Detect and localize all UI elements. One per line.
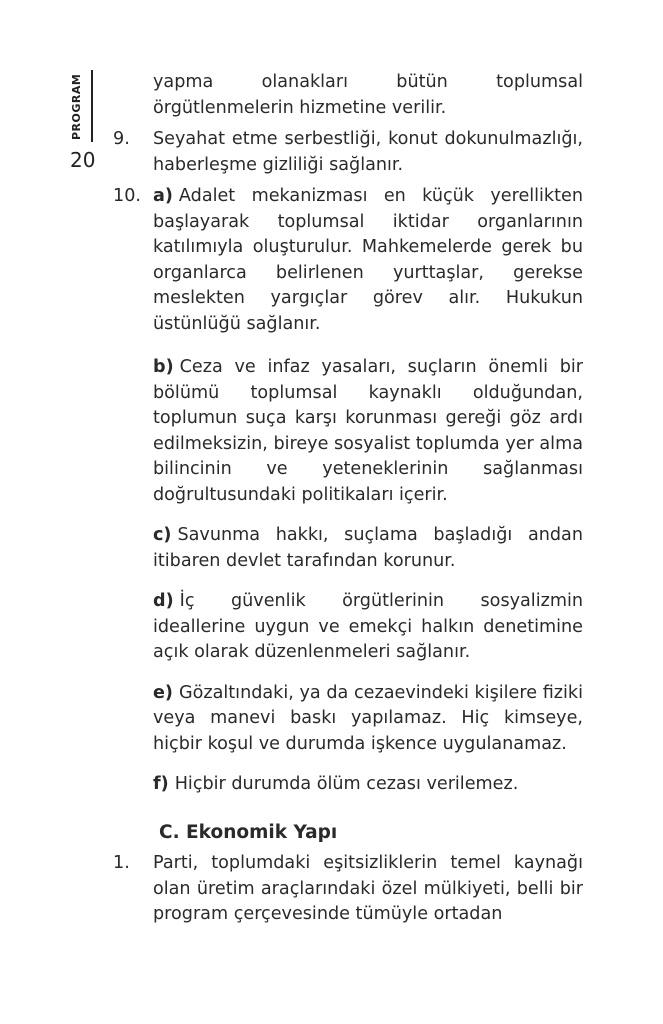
list-item-9 (113, 127, 583, 178)
list-item-10-a (153, 184, 583, 337)
subitem-d-label: d) (153, 591, 174, 611)
subitem-c (113, 523, 583, 574)
subitem-b (113, 355, 583, 508)
subitem-a-label: a) (153, 186, 173, 206)
subitem-b-label: b) (153, 357, 174, 377)
list-item-9-text: Seyahat etme serbestliği, konut dokunulmazlığı, haberleşme gizliliği sağlanır. (153, 129, 583, 175)
subitem-e (113, 681, 583, 758)
subitem-d (113, 589, 583, 666)
subitem-f (113, 772, 583, 798)
subitem-c-text: Savunma hakkı, suçlama başladığı andan itibaren devlet tarafından korunur. (153, 525, 583, 571)
subitem-a-text: Adalet mekanizması en küçük yerellikten başlayarak toplumsal iktidar organlarının katılımıyla oluşturulur. Mahkemelerde gerek bu organlarca belirlenen yurttaşlar, gerekse meslekten yargıçlar görev alır. Hukukun üstünlüğü sağlanır. (153, 186, 583, 334)
subitem-b-text: Ceza ve infaz yasaları, suçların önemli bir bölümü toplumsal kaynaklı olduğundan, toplumun suça karşı korunması gereği göz ardı edilmeksizin, bireye sosyalist toplumda yer alma bilincinin ve yeteneklerinin sağlanması doğrultusundaki politikaları içerir. (153, 357, 583, 505)
continuation-paragraph: yapma olanakları bütün toplumsal örgütlenmelerin hizmetine verilir. (153, 72, 583, 118)
running-head-label: PROGRAM (70, 73, 83, 140)
page-number: 20 (70, 148, 96, 172)
subitem-e-text: Gözaltındaki, ya da cezaevindeki kişilere fiziki veya manevi baskı yapılamaz. Hiç kimseye, hiçbir koşul ve durumda işkence uygulanamaz. (153, 682, 583, 754)
subitem-c-label: c) (153, 525, 172, 545)
list-item-1-number: 1. (113, 853, 130, 873)
subitem-d-text: İç güvenlik örgütlerinin sosyalizmin ideallerine uygun ve emekçi halkın denetimine açık olarak düzenlenmeleri sağlanır. (153, 591, 583, 662)
list-item-10-number: 10. (113, 186, 141, 206)
subitem-e-label: e) (153, 682, 173, 703)
list-item-9-number: 9. (113, 129, 130, 149)
subitem-f-label: f) (153, 774, 169, 794)
subitem-f-text: Hiçbir durumda ölüm cezası verilemez. (174, 774, 519, 794)
body-text (113, 70, 583, 928)
running-head-rule (91, 70, 93, 142)
list-item-1 (113, 851, 583, 928)
list-item-1-text: Parti, toplumdaki eşitsizliklerin temel kaynağı olan üretim araçlarındaki özel mülkiyeti, belli bir program çerçevesinde tümüyle ortadan (153, 853, 583, 924)
section-heading: C. Ekonomik Yapı (159, 821, 338, 843)
list-item-10 (113, 184, 583, 337)
